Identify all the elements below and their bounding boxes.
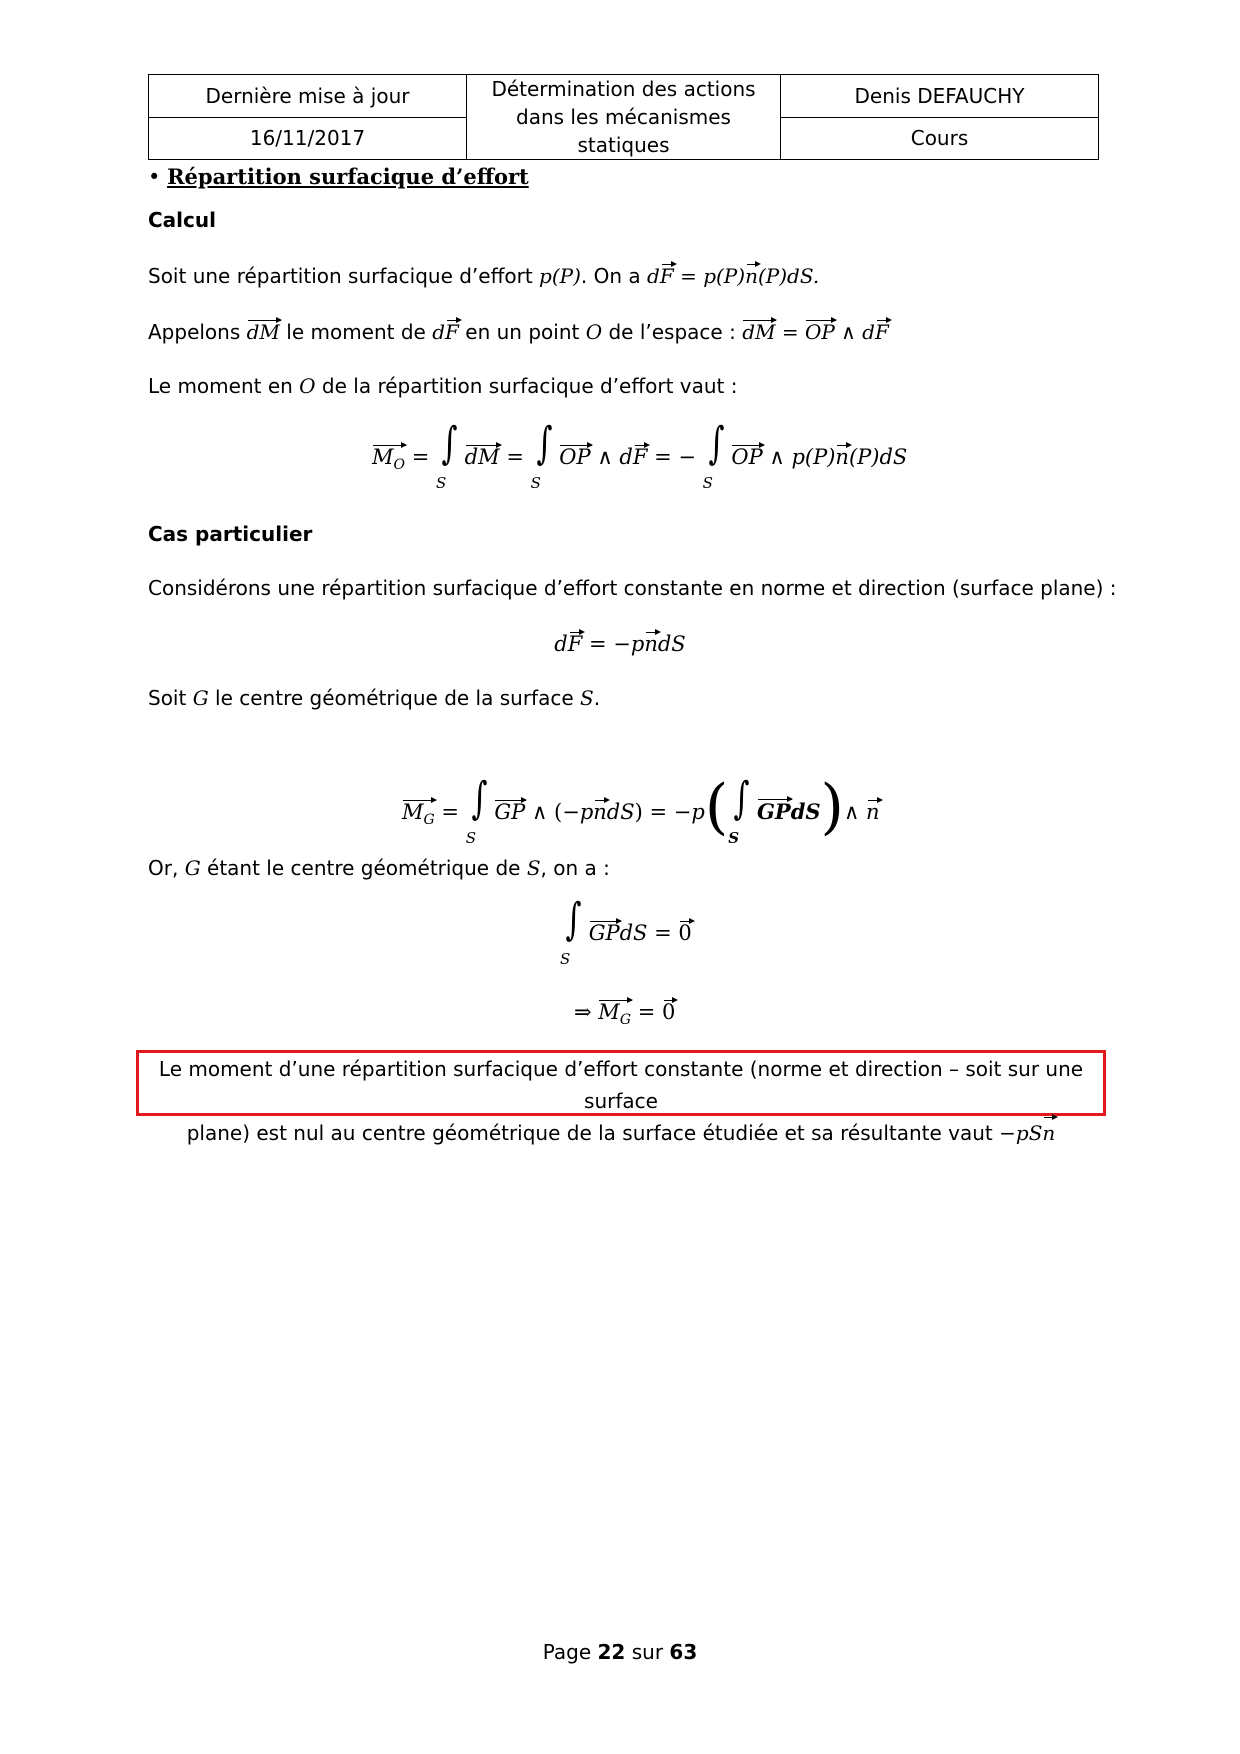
formula-S-2: S: [526, 856, 541, 880]
p3-suffix: de la répartition surfacique d’effort vaut :: [315, 374, 738, 398]
p3c-suffix: , on a :: [540, 856, 610, 880]
header-doc-type: Cours: [781, 117, 1099, 160]
paragraph-cas-1: Considérons une répartition surfacique d’effort constante en norme et direction (surface plane) :: [148, 576, 1117, 600]
p2c-suffix: .: [593, 686, 601, 710]
integral-icon: ∫ S: [530, 418, 553, 492]
section-title: Répartition surfacique d’effort: [167, 164, 529, 189]
p2-mid3: de l’espace :: [602, 320, 743, 344]
integral-icon: ∫ S: [560, 894, 582, 968]
conclusion-box: [136, 1050, 1106, 1145]
p3-prefix: Le moment en: [148, 374, 300, 398]
formula-dM: dM: [246, 320, 280, 344]
p3c-mid: étant le centre géométrique de: [200, 856, 527, 880]
footer-mid: sur: [625, 1640, 670, 1664]
header-date: 16/11/2017: [149, 117, 467, 160]
equation-moment-O: $M_O$ = ∫ S dM = ∫ S OP ∧ dF = − ∫ S OP ∧ p(P)n(P)dS: [372, 418, 908, 492]
heading-cas-particulier: Cas particulier: [148, 522, 313, 546]
formula-S: S: [580, 686, 594, 710]
header-title-line2: dans les mécanismes statiques: [516, 105, 731, 157]
p2-mid1: le moment de: [279, 320, 433, 344]
conclusion-line2-text: plane) est nul au centre géométrique de la surface étudiée et sa résultante vaut: [186, 1121, 1000, 1145]
paragraph-calcul-1: [148, 264, 819, 288]
formula-dF-definition: dF = p(P)n(P)dS.: [647, 264, 820, 288]
conclusion-line2: [139, 1117, 1103, 1149]
header-title: [467, 75, 781, 160]
paragraph-calcul-2: [148, 320, 889, 344]
header-updated-label: Dernière mise à jour: [149, 75, 467, 118]
formula-O-2: O: [299, 374, 316, 398]
equation-integral-GP-zero: ∫ S GPdS = 0: [560, 894, 692, 968]
header-table: [148, 74, 1099, 160]
integral-icon: ∫ S: [728, 773, 750, 847]
header-title-line1: Détermination des actions: [491, 77, 756, 101]
formula-dM-definition: dM = OP ∧ dF: [742, 320, 889, 344]
p2c-mid: le centre géométrique de la surface: [208, 686, 580, 710]
p3c-prefix: Or,: [148, 856, 185, 880]
paragraph-cas-2: [148, 686, 600, 710]
formula-dF: dF: [432, 320, 459, 344]
paragraph-cas-3: [148, 856, 610, 880]
p1-mid: . On a: [580, 264, 648, 288]
p2c-prefix: Soit: [148, 686, 193, 710]
heading-calcul: Calcul: [148, 208, 216, 232]
paragraph-calcul-3: [148, 374, 738, 398]
page-footer: [0, 1640, 1240, 1664]
integral-icon: ∫ S: [702, 418, 725, 492]
equation-moment-G: $M_G$ = ∫ S GP ∧ (−pndS) = −p( ∫ S GPdS)∧ n: [402, 772, 880, 847]
p1-prefix: Soit une répartition surfacique d’effort: [148, 264, 540, 288]
formula-G-2: G: [184, 856, 201, 880]
section-title-row: [148, 164, 529, 189]
formula-resultant: −pSn: [999, 1121, 1055, 1145]
formula-pressure: p(P): [539, 264, 581, 288]
p2-mid2: en un point: [458, 320, 586, 344]
integral-icon: ∫ S: [465, 773, 488, 847]
conclusion-line1: Le moment d’une répartition surfacique d’effort constante (norme et direction – soit sur une surface: [158, 1057, 1084, 1113]
footer-total-pages: 63: [669, 1640, 698, 1664]
equation-dF-constant: dF = −pndS: [554, 632, 686, 656]
integral-icon: ∫ S: [435, 418, 458, 492]
footer-prefix: Page: [542, 1640, 598, 1664]
footer-page-number: 22: [597, 1640, 626, 1664]
p2-prefix: Appelons: [148, 320, 247, 344]
formula-O: O: [585, 320, 603, 344]
bullet-icon: •: [148, 165, 161, 189]
header-author: Denis DEFAUCHY: [781, 75, 1099, 118]
equation-moment-G-zero: ⇒ $M_G = 0$: [574, 1000, 676, 1028]
formula-G: G: [192, 686, 209, 710]
